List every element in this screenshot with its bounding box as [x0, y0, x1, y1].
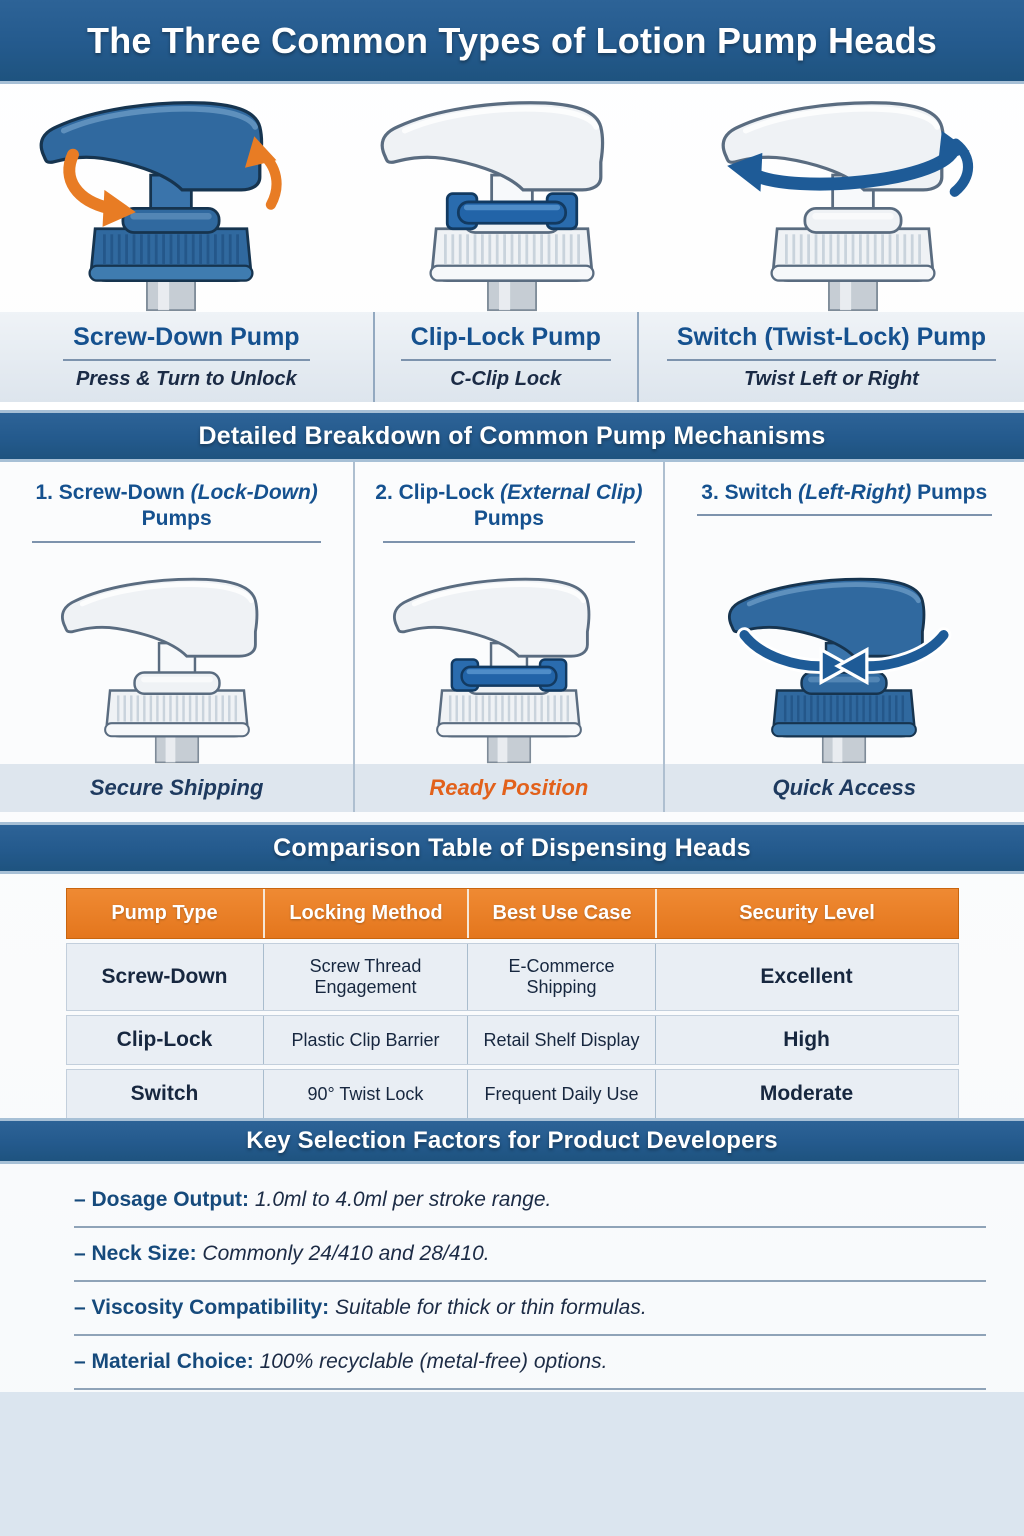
cell-locking-method: Plastic Clip Barrier [263, 1016, 468, 1064]
pump-subtitle: Twist Left or Right [744, 368, 919, 390]
caption-text: Quick Access [772, 775, 916, 800]
caption-secure-shipping [0, 764, 353, 812]
col-header-locking-method: Locking Method [263, 889, 468, 938]
table-row-switch [66, 1069, 959, 1119]
heading-tail: Pumps [473, 507, 544, 531]
comparison-table-section [0, 874, 1024, 1118]
heading-tail: Pumps [141, 507, 212, 531]
breakdown-fig-wrap [665, 518, 1024, 764]
label-screw-down [0, 312, 373, 402]
cell-locking-method: 90° Twist Lock [263, 1070, 468, 1118]
pump-name: Screw-Down Pump [63, 323, 309, 361]
breakdown-fig-wrap [355, 545, 662, 765]
breakdown-col-screw-down [0, 462, 353, 812]
table-header-row [66, 888, 959, 939]
locked-pump-illustration [43, 568, 311, 764]
title-band [0, 0, 1024, 84]
caption-text: Ready Position [429, 775, 589, 800]
cell-pump-type: Switch [130, 1082, 199, 1105]
heading-main: 3. Switch [701, 481, 793, 504]
factor-label: – Neck Size: [74, 1242, 197, 1265]
clip-ready-pump-illustration [375, 568, 643, 764]
cell-pump-type: Clip-Lock [116, 1028, 213, 1051]
top-pump-slot-1 [0, 84, 341, 312]
cell-security-level: Excellent [655, 944, 958, 1010]
cell-security-level: Moderate [655, 1070, 958, 1118]
heading-main: 2. Clip-Lock [375, 481, 495, 504]
breakdown-heading [665, 480, 1024, 506]
heading-tail: Pumps [917, 481, 988, 504]
pump-name: Clip-Lock Pump [401, 323, 611, 361]
factor-label: – Dosage Output: [74, 1188, 250, 1211]
table-row-clip-lock [66, 1015, 959, 1065]
factors-band [0, 1118, 1024, 1164]
heading-paren: (Left-Right) [798, 481, 912, 504]
cell-best-use-case: Frequent Daily Use [467, 1070, 654, 1118]
cell-best-use-case: Retail Shelf Display [467, 1016, 654, 1064]
breakdown-col-clip-lock [353, 462, 662, 812]
factor-viscosity [74, 1288, 986, 1336]
factor-text: Commonly 24/410 and 28/410. [202, 1242, 490, 1265]
factor-neck-size [74, 1234, 986, 1282]
caption-text: Secure Shipping [89, 775, 264, 800]
screw-down-pump-illustration [21, 90, 321, 312]
page-title: The Three Common Types of Lotion Pump Heads [87, 19, 937, 61]
pump-name: Switch (Twist-Lock) Pump [667, 323, 996, 361]
pump-subtitle: C-Clip Lock [450, 368, 562, 390]
footer-strip [0, 1392, 1024, 1536]
cell-locking-method: Screw Thread Engagement [263, 944, 468, 1010]
switch-pump-illustration [703, 90, 1003, 312]
cell-pump-type: Screw-Down [101, 965, 228, 988]
factor-label: – Viscosity Compatibility: [74, 1296, 330, 1319]
caption-quick-access [665, 764, 1024, 812]
factor-dosage-output [74, 1180, 986, 1228]
pump-subtitle: Press & Turn to Unlock [75, 368, 297, 390]
factor-text: 1.0ml to 4.0ml per stroke range. [254, 1188, 552, 1211]
heading-paren: (Lock-Down) [190, 481, 318, 504]
breakdown-section [0, 462, 1024, 812]
caption-ready-position [355, 764, 662, 812]
heading-rule [697, 514, 992, 516]
heading-rule [32, 541, 322, 543]
top-pumps-section [0, 84, 1024, 312]
factor-text: 100% recyclable (metal-free) options. [259, 1350, 608, 1373]
spacer [0, 812, 1024, 822]
twist-pump-illustration [710, 568, 978, 764]
heading-main: 1. Screw-Down [35, 481, 185, 504]
breakdown-heading [355, 480, 662, 533]
cell-security-level: High [655, 1016, 958, 1064]
breakdown-band [0, 410, 1024, 462]
factors-title: Key Selection Factors for Product Developers [246, 1127, 778, 1154]
factor-material [74, 1342, 986, 1390]
breakdown-heading [0, 480, 353, 533]
breakdown-col-switch [663, 462, 1024, 812]
factors-section [0, 1164, 1024, 1392]
factor-label: – Material Choice: [74, 1350, 254, 1373]
label-clip-lock [373, 312, 637, 402]
factor-text: Suitable for thick or thin formulas. [335, 1296, 647, 1319]
heading-rule [383, 541, 635, 543]
pump-label-band [0, 312, 1024, 410]
comparison-band [0, 822, 1024, 874]
label-switch [637, 312, 1024, 402]
comparison-table [66, 888, 959, 1119]
comparison-title: Comparison Table of Dispensing Heads [273, 833, 751, 862]
breakdown-title: Detailed Breakdown of Common Pump Mechanisms [198, 421, 826, 450]
col-header-pump-type: Pump Type [111, 902, 218, 924]
col-header-security-level: Security Level [655, 889, 958, 938]
breakdown-fig-wrap [0, 545, 353, 765]
clip-lock-pump-illustration [362, 90, 662, 312]
cell-best-use-case: E-Commerce Shipping [467, 944, 654, 1010]
col-header-best-use-case: Best Use Case [467, 889, 654, 938]
heading-paren: (External Clip) [500, 481, 643, 504]
top-pump-slot-3 [683, 84, 1024, 312]
table-row-screw-down [66, 943, 959, 1011]
top-pump-slot-2 [341, 84, 682, 312]
